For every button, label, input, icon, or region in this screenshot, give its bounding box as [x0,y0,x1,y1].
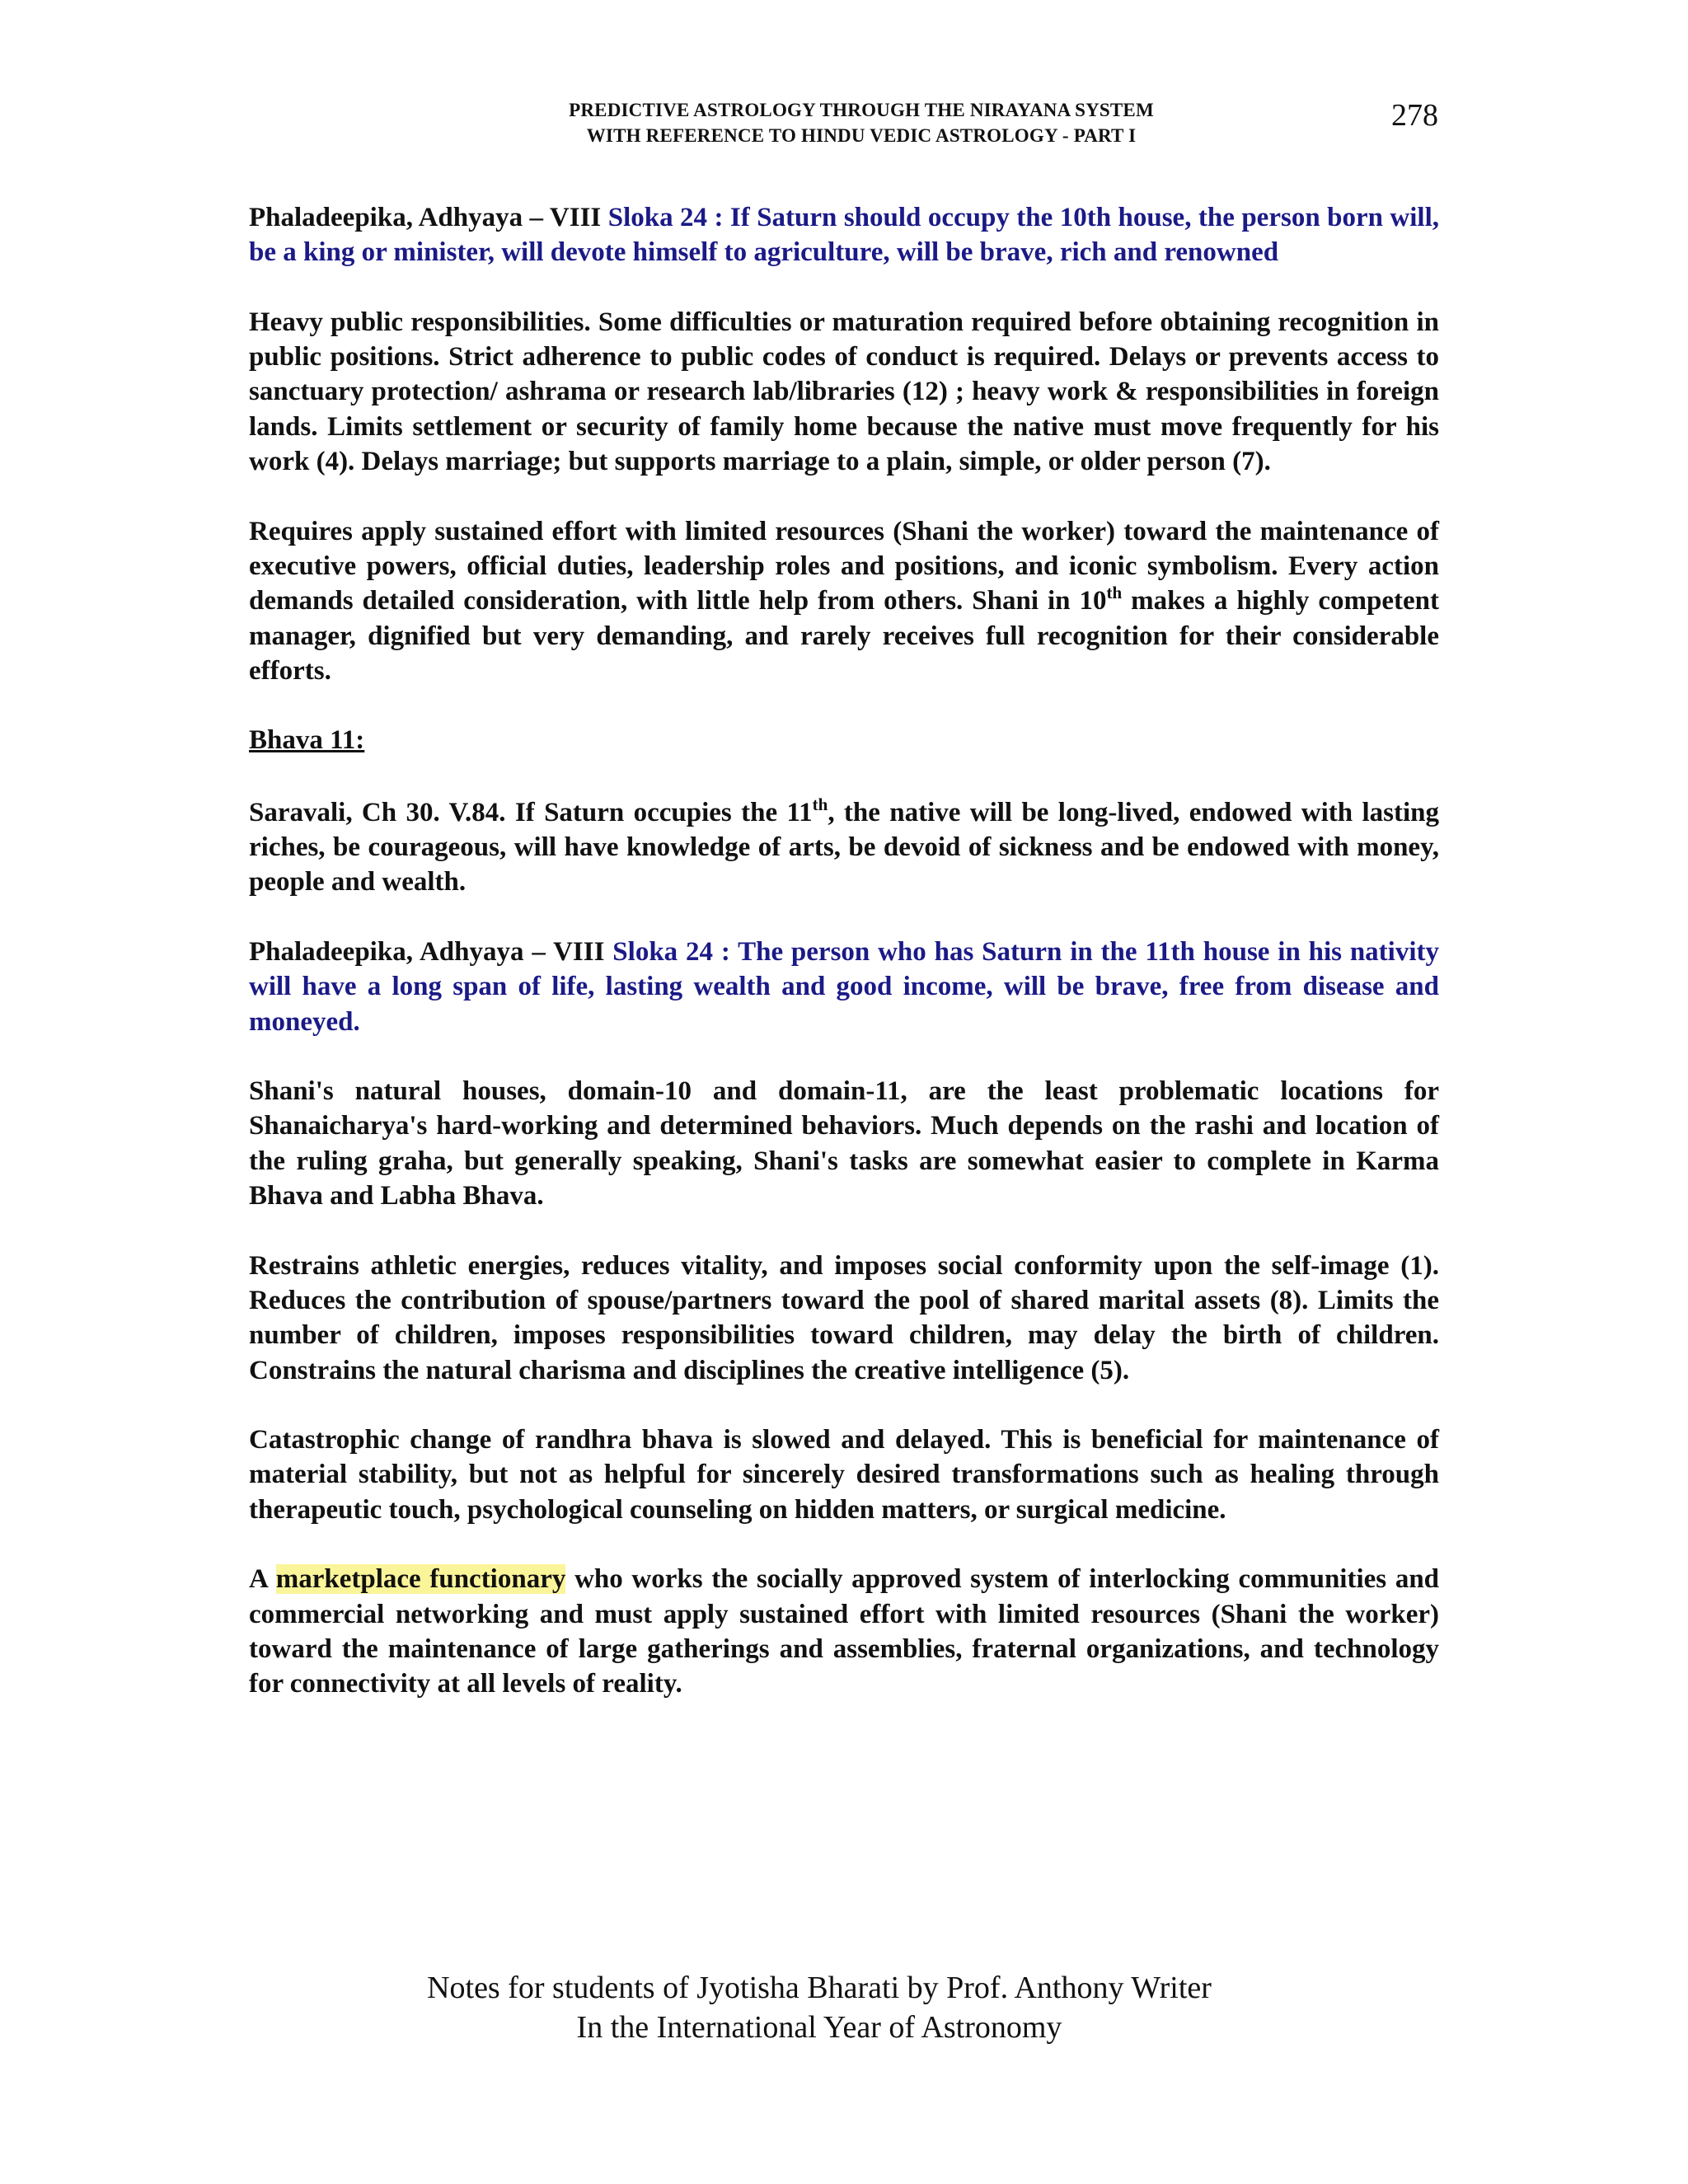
paragraph-text: A [249,1564,268,1595]
paragraph-phaladeepika-11th [249,935,1439,1039]
paragraph-text: Saravali, Ch 30. V.84. If Saturn occupies the 11 [249,797,813,827]
paragraph-sustained-effort [249,514,1439,688]
paragraph-natural-houses: Shani's natural houses, domain-10 and domain-11, are the least problematic locations for Shanaicharya's hard-working and determined behaviors. Much depends on the rashi and location of the ruling graha, but generally speaking, Shani's tasks are somewhat easier to complete in Karma Bhava and Labha Bhava. [249,1076,1439,1212]
footer-line-2: In the International Year of Astronomy [576,2010,1062,2045]
page-body [249,200,1439,1736]
running-header-line-2: WITH REFERENCE TO HINDU VEDIC ASTROLOGY - PART I [586,125,1137,146]
sloka-quote: Sloka 24 : The person who has Saturn in the 11th house in his nativity will have a long span of life, lasting wealth and good income, will be brave, free from disease and moneyed. [249,936,1440,1037]
sloka-quote: Sloka 24 : If Saturn should occupy the 10th house, the person born will, be a king or minister, will devote himself to agriculture, will be brave, rich and renowned [249,203,1439,268]
paragraph-text: makes a highly competent manager, dignified but very demanding, and rarely receives full recognition for their considerable efforts. [249,586,1439,686]
running-header-line-1: PREDICTIVE ASTROLOGY THROUGH THE NIRAYANA SYSTEM [569,100,1154,120]
paragraph-public-responsibilities: Heavy public responsibilities. Some difficulties or maturation required before obtaining recognition in public positions. Strict adherence to public codes of conduct is required. Delays or prevents access to sanctuary protection/ ashrama or research lab/libraries (12) ; heavy work & responsibilities in foreign lands. Limits settlement or security of family home because the native must move frequently for his work (4). Delays marriage; but supports marriage to a plain, simple, or older person (7). [249,307,1439,477]
page-number: 278 [1391,98,1438,133]
paragraph-text: who works the socially approved system of interlocking communities and commercial networking and must apply sustained effort with limited resources (Shani the worker) toward the maintenance of large gatherings and assemblies, fraternal organizations, and technology for connectivity at all levels of reality. [249,1564,1440,1699]
paragraph-marketplace-functionary [249,1562,1439,1701]
footer-line-1: Notes for students of Jyotisha Bharati by Prof. Anthony Writer [427,1971,1212,2005]
citation-source: Phaladeepika, Adhyaya – VIII [249,936,605,967]
paragraph-text: Requires apply sustained effort with limited resources (Shani the worker) toward the maintenance of executive powers, official duties, leadership roles and positions, and iconic symbolism. Every action demands detailed consideration, with little help from others. Shani in 10 [249,516,1439,616]
running-header [396,97,1327,148]
paragraph-phaladeepika-10th [249,200,1439,270]
section-heading-bhava-11 [249,723,1439,757]
ordinal-suffix: th [812,794,828,814]
paragraph-randhra-bhava: Catastrophic change of randhra bhava is slowed and delayed. This is beneficial for maintenance of material stability, but not as helpful for sincerely desired transformations such as healing through therapeutic touch, psychological counseling on hidden matters, or surgical medicine. [249,1425,1439,1525]
paragraph-restrains-energies: Restrains athletic energies, reduces vitality, and imposes social conformity upon the self-image (1). Reduces the contribution of spouse/partners toward the pool of shared marital assets (8). Limits the number of children, imposes responsibilities toward children, may delay the birth of children. Constrains the natural charisma and disciplines the creative intelligence (5). [249,1250,1439,1385]
citation-source: Phaladeepika, Adhyaya – VIII [249,203,602,232]
section-heading-text: Bhava 11: [249,725,365,756]
paragraph-saravali [249,795,1439,900]
ordinal-suffix: th [1106,583,1123,603]
highlighted-phrase: marketplace functionary [275,1564,566,1595]
page-footer [247,1968,1391,2047]
paragraph-text: , the native will be long-lived, endowed with lasting riches, be courageous, will have knowledge of arts, be devoid of sickness and be endowed with money, people and wealth. [249,797,1439,898]
